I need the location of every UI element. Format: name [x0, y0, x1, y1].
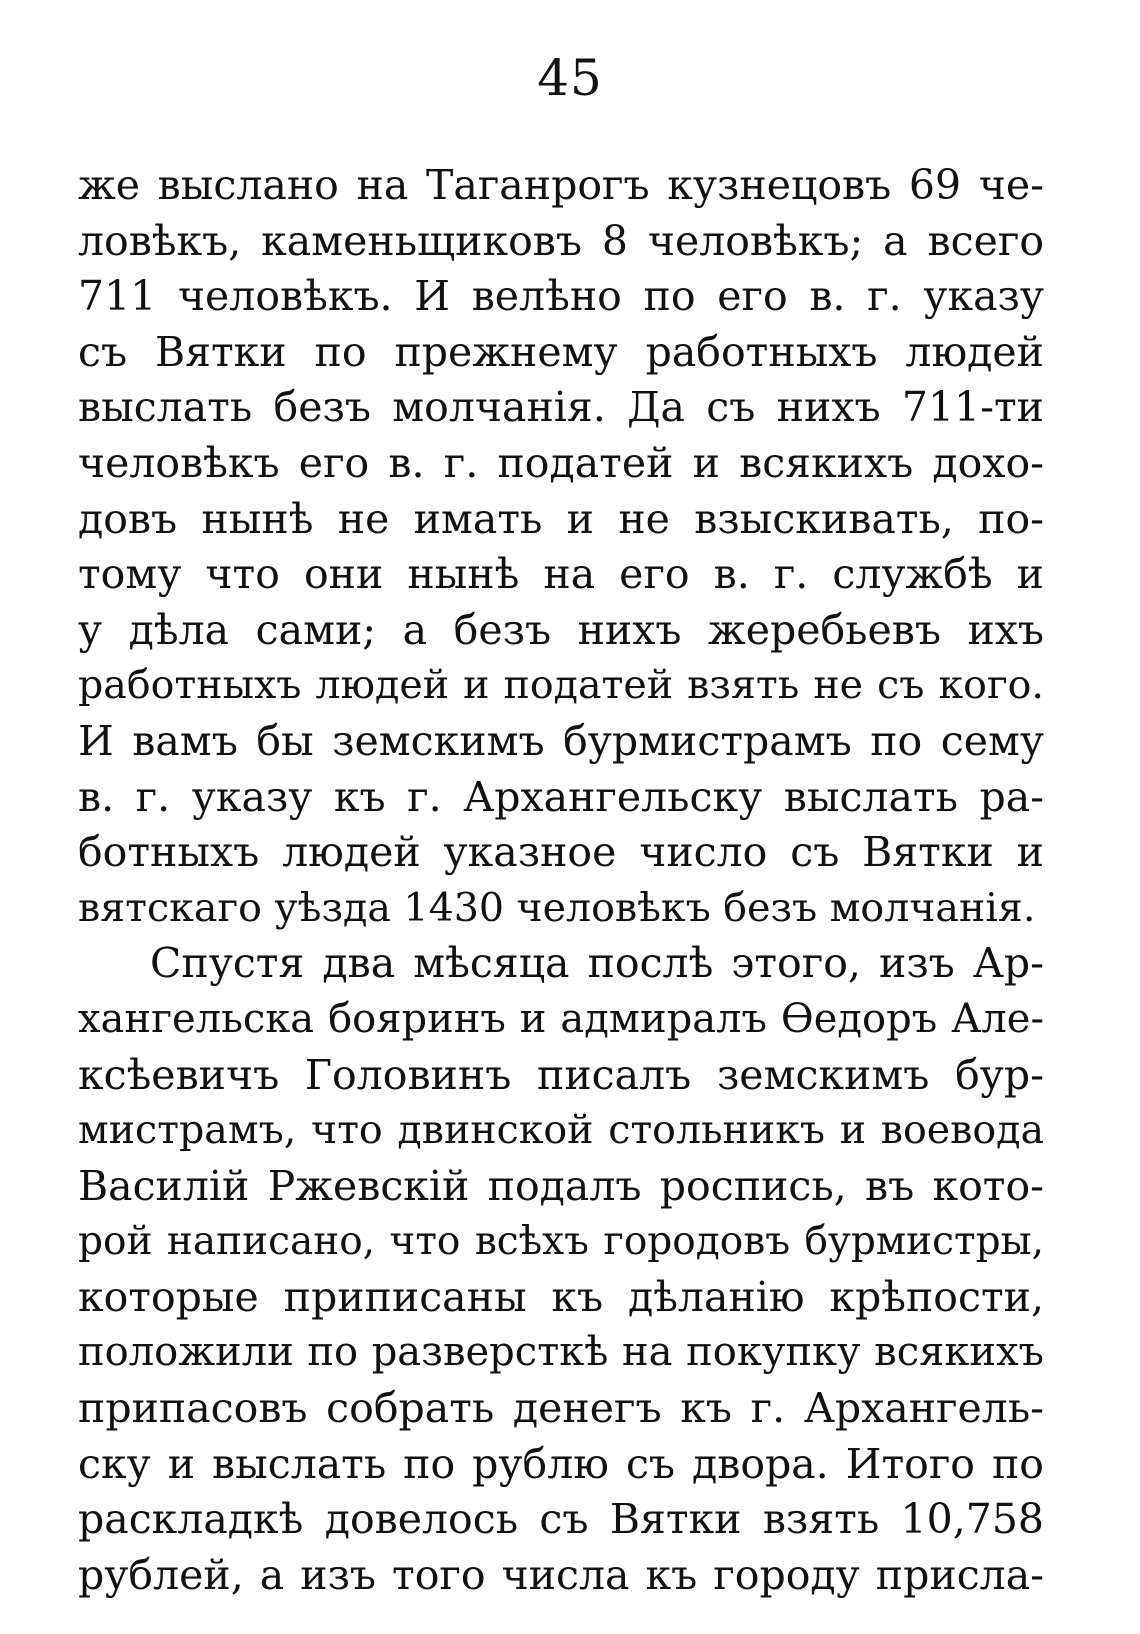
text-line: хангельска бояринъ и адмиралъ Ѳедоръ Але- — [78, 995, 1044, 1042]
text-line: ботныхъ людей указное число съ Вятки и — [78, 828, 1044, 877]
text-line: И вамъ бы земскимъ бурмистрамъ по сему — [78, 716, 1044, 765]
text-line: вятскаго уѣзда 1430 человѣкъ безъ молчанія. — [78, 884, 1036, 931]
text-line: припасовъ собрать денегъ къ г. Архангель- — [78, 1384, 1044, 1433]
text-line: Василій Ржевскій подалъ роспись, въ кото- — [78, 1161, 1044, 1210]
text-line: работныхъ людей и податей взять не съ кого. — [78, 662, 1044, 709]
text-line: 711 человѣкъ. И велѣно по его в. г. указу — [78, 272, 1044, 321]
text-line: положили по разверсткѣ на покупку всякихъ — [78, 1329, 1044, 1376]
text-line: Спустя два мѣсяца послѣ этого, изъ Ар- — [150, 939, 1044, 988]
body-text — [78, 158, 1044, 1603]
text-line: человѣкъ его в. г. податей и всякихъ дохо- — [78, 438, 1044, 487]
text-line: в. г. указу къ г. Архангельску выслать ра- — [78, 772, 1044, 821]
text-line: у дѣла сами; а безъ нихъ жеребьевъ ихъ — [78, 605, 1044, 654]
text-line: ску и выслать по рублю съ двора. Итого по — [78, 1439, 1044, 1488]
text-line: мистрамъ, что двинской стольникъ и воевода — [78, 1107, 1044, 1154]
text-line: выслать безъ молчанія. Да съ нихъ 711-ти — [78, 383, 1044, 432]
text-line: раскладкѣ довелось съ Вятки взять 10,758 — [78, 1495, 1044, 1544]
page-number: 45 — [537, 49, 603, 107]
text-line: рублей, а изъ того числа къ городу присла- — [78, 1550, 1044, 1599]
text-line: же выслано на Таганрогъ кузнецовъ 69 че- — [78, 161, 1044, 209]
text-line: рой написано, что всѣхъ городовъ бурмистры, — [78, 1219, 1044, 1265]
text-line: съ Вятки по прежнему работныхъ людей — [78, 327, 1044, 376]
text-line: довъ нынѣ не имать и не взыскивать, по- — [78, 494, 1044, 543]
text-line: которые приписаны къ дѣланію крѣпости, — [78, 1272, 1044, 1321]
text-line: тому что они нынѣ на его в. г. службѣ и — [78, 550, 1044, 599]
text-line: ловѣкъ, каменьщиковъ 8 человѣкъ; а всего — [78, 216, 1044, 265]
text-line: ксѣевичъ Головинъ писалъ земскимъ бур- — [78, 1050, 1044, 1099]
